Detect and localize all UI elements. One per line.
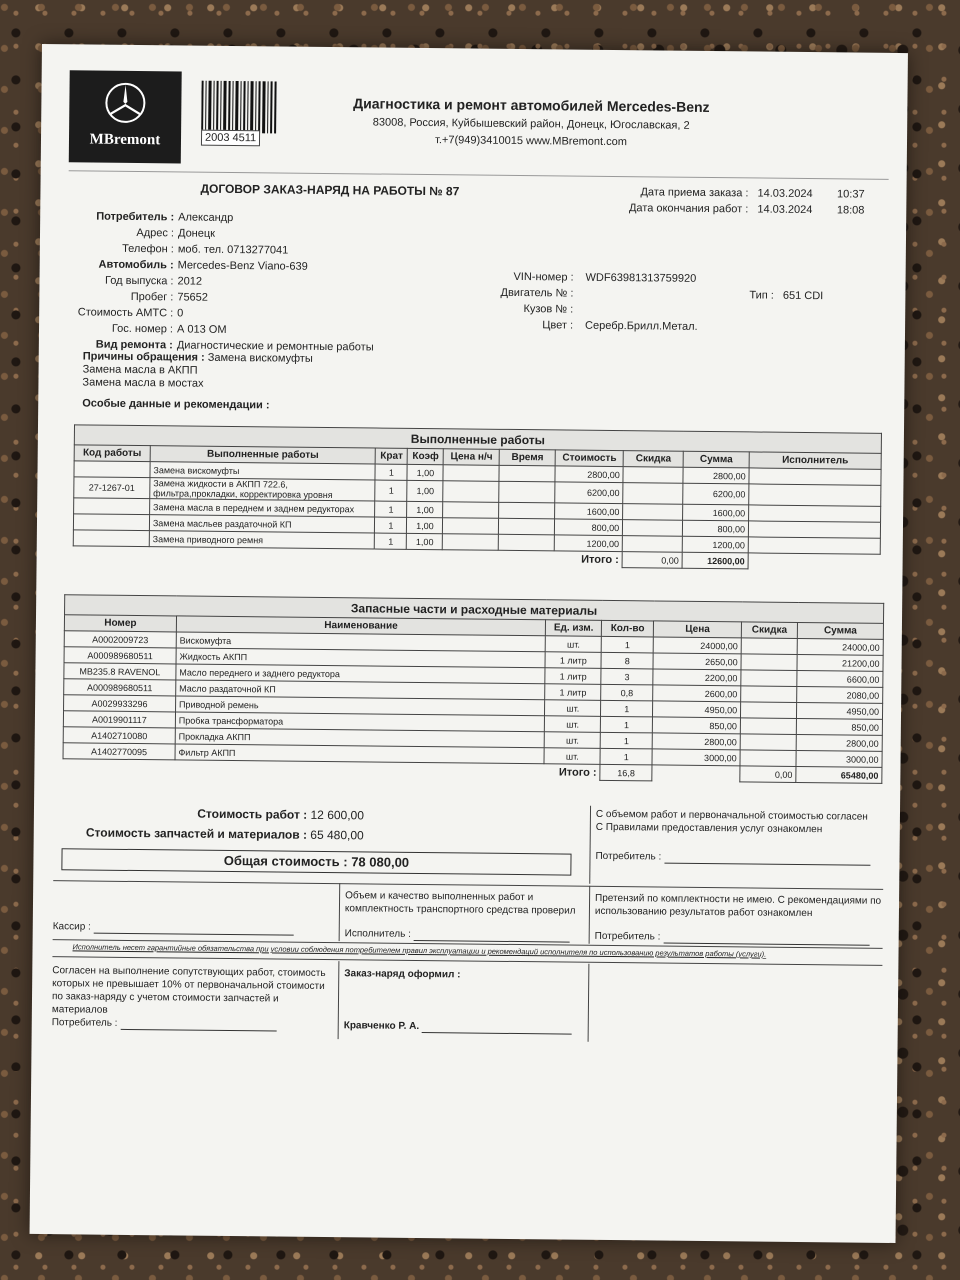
work-sum: 1200,00 bbox=[682, 536, 748, 553]
work-time bbox=[499, 465, 555, 482]
part-unit: шт. bbox=[544, 732, 600, 749]
part-sum: 850,00 bbox=[796, 718, 882, 735]
part-qty: 1 bbox=[601, 716, 653, 733]
part-price: 2800,00 bbox=[652, 733, 740, 750]
part-unit: шт. bbox=[545, 700, 601, 717]
finish-time: 18:08 bbox=[836, 204, 865, 217]
work-rate bbox=[443, 518, 499, 535]
parts-table bbox=[62, 594, 884, 784]
mbremont-logo bbox=[69, 70, 182, 163]
vehicle-ids bbox=[439, 268, 698, 335]
issued-block bbox=[344, 1019, 572, 1034]
consent-block bbox=[595, 808, 886, 866]
part-number: A000989680511 bbox=[64, 647, 176, 664]
plate-value: А 013 ОМ bbox=[176, 323, 227, 336]
parts-total-discount: 0,00 bbox=[740, 766, 796, 783]
client-info bbox=[39, 208, 375, 355]
parts-total-spacer2 bbox=[652, 765, 740, 782]
part-number: A1402710080 bbox=[63, 727, 175, 744]
vin-value: WDF63981313759920 bbox=[585, 271, 697, 285]
work-code: 27-1267-01 bbox=[74, 477, 150, 499]
year-value: 2012 bbox=[177, 275, 203, 288]
plate-label: Гос. номер : bbox=[111, 322, 174, 336]
work-sum: 1600,00 bbox=[683, 504, 749, 521]
quality-executor-label: Исполнитель : bbox=[344, 928, 411, 940]
reasons-label: Причины обращения : bbox=[82, 350, 205, 364]
phone-label: Телефон : bbox=[122, 242, 174, 256]
mileage-label: Пробег : bbox=[130, 290, 174, 304]
work-krat: 1 bbox=[375, 480, 407, 501]
part-sum: 24000,00 bbox=[797, 638, 883, 655]
company-contacts: т.+7(949)3410015 www.MBremont.com bbox=[435, 134, 627, 149]
part-discount bbox=[741, 654, 797, 671]
repair-label: Вид ремонта : bbox=[95, 338, 173, 352]
finish-label: Дата окончания работ : bbox=[628, 202, 749, 216]
work-discount bbox=[622, 536, 682, 553]
parts-header-cell: Сумма bbox=[797, 622, 883, 639]
part-sum: 2800,00 bbox=[796, 734, 882, 751]
part-qty: 1 bbox=[601, 700, 653, 717]
mercedes-star-icon bbox=[103, 81, 147, 125]
parts-header-cell: Скидка bbox=[741, 622, 797, 639]
type-label: Тип : bbox=[749, 289, 774, 302]
part-name: Прокладка АКПП bbox=[175, 728, 545, 748]
part-unit: 1 литр bbox=[545, 652, 601, 669]
part-unit: 1 литр bbox=[545, 668, 601, 685]
claims-block bbox=[595, 892, 886, 946]
related-consumer-label: Потребитель : bbox=[51, 1017, 118, 1029]
consumer-signature-line[interactable] bbox=[664, 863, 870, 866]
cashier-label: Кассир : bbox=[52, 921, 91, 933]
part-sum: 2080,00 bbox=[797, 686, 883, 703]
works-total-discount: 0,00 bbox=[622, 552, 682, 569]
part-name: Масло раздаточной КП bbox=[176, 680, 546, 700]
works-header-cell: Код работы bbox=[74, 445, 150, 462]
issued-label: Заказ-наряд оформил : bbox=[344, 968, 461, 981]
part-number: MB235.8 RAVENOL bbox=[64, 663, 176, 680]
part-price: 4950,00 bbox=[653, 701, 741, 718]
part-qty: 1 bbox=[600, 748, 652, 765]
part-name: Вискомуфта bbox=[176, 632, 546, 652]
work-discount bbox=[623, 520, 683, 537]
part-qty: 1 bbox=[601, 636, 653, 653]
works-total-sum: 12600,00 bbox=[682, 552, 748, 569]
work-cost: 800,00 bbox=[555, 519, 623, 536]
reason-line-2: Замена масла в АКПП bbox=[82, 363, 198, 377]
parts-total-sum: 65480,00 bbox=[796, 766, 882, 783]
part-number: A0002009723 bbox=[64, 631, 176, 648]
parts-header-cell: Наименование bbox=[176, 616, 546, 636]
cashier-block bbox=[53, 920, 333, 936]
parts-caption: Запасные части и расходные материалы bbox=[65, 595, 884, 624]
works-total-end bbox=[748, 553, 880, 570]
consumer-label: Потребитель : bbox=[96, 210, 175, 224]
part-number: A0029933296 bbox=[64, 695, 176, 712]
part-discount bbox=[741, 638, 797, 655]
repair-value: Диагностические и ремонтные работы bbox=[176, 339, 374, 354]
cost-summary bbox=[64, 802, 364, 845]
issued-signature-line[interactable] bbox=[422, 1032, 572, 1035]
part-discount bbox=[740, 750, 796, 767]
work-krat: 1 bbox=[375, 501, 407, 517]
work-order-sheet bbox=[30, 44, 908, 1243]
work-rate bbox=[443, 534, 499, 551]
part-qty: 3 bbox=[601, 668, 653, 685]
works-total-label: Итого : bbox=[581, 553, 619, 566]
part-qty: 1 bbox=[600, 732, 652, 749]
work-koef: 1,00 bbox=[407, 501, 443, 517]
engine-label: Двигатель № : bbox=[500, 286, 574, 300]
work-discount bbox=[623, 483, 683, 505]
related-signature-line[interactable] bbox=[120, 1029, 276, 1032]
part-price: 2600,00 bbox=[653, 685, 741, 702]
type-value: 651 CDI bbox=[782, 289, 824, 303]
parts-cost-value: 65 480,00 bbox=[310, 827, 364, 843]
part-discount bbox=[741, 670, 797, 687]
mileage-value: 75652 bbox=[177, 291, 209, 304]
part-sum: 21200,00 bbox=[797, 654, 883, 671]
work-time bbox=[499, 502, 555, 519]
work-name: Замена вискомуфты bbox=[150, 462, 376, 480]
part-name: Приводной ремень bbox=[175, 696, 545, 716]
visit-reasons bbox=[82, 350, 313, 412]
parts-header-cell: Кол-во bbox=[602, 620, 654, 637]
claims-text: Претензий по комплектности не имею. С рекомендациями по использованию результатов работ ознакомлен bbox=[594, 892, 882, 920]
car-value: Mercedes-Benz Viano-639 bbox=[177, 259, 308, 273]
work-sum: 6200,00 bbox=[683, 483, 749, 505]
part-discount bbox=[740, 734, 796, 751]
part-price: 2200,00 bbox=[653, 669, 741, 686]
work-cost-value: 12 600,00 bbox=[310, 807, 365, 823]
work-name: Замена масльев раздаточной КП bbox=[149, 515, 375, 533]
received-time: 10:37 bbox=[837, 188, 865, 201]
part-unit: 1 литр bbox=[545, 684, 601, 701]
work-rate bbox=[443, 502, 499, 519]
work-koef: 1,00 bbox=[407, 464, 443, 480]
part-name: Масло переднего и заднего редуктора bbox=[176, 664, 546, 684]
part-number: A0019901117 bbox=[63, 711, 175, 728]
work-cost-label: Стоимость работ : bbox=[197, 806, 308, 822]
issued-by: Кравченко Р. А. bbox=[343, 1020, 420, 1033]
reason-line-3: Замена масла в мостах bbox=[82, 376, 204, 390]
received-label: Дата приема заказа : bbox=[640, 186, 749, 200]
address-label: Адрес : bbox=[136, 226, 175, 240]
special-label: Особые данные и рекомендации : bbox=[82, 397, 270, 412]
work-code bbox=[74, 461, 150, 478]
works-header-cell: Цена н/ч bbox=[444, 449, 500, 466]
work-sum: 2800,00 bbox=[683, 467, 749, 484]
parts-header-cell: Номер bbox=[64, 615, 176, 632]
work-executor bbox=[748, 537, 880, 554]
work-krat: 1 bbox=[375, 517, 407, 533]
works-header-cell: Время bbox=[499, 449, 555, 466]
work-time bbox=[499, 481, 555, 503]
work-krat: 1 bbox=[375, 464, 407, 480]
work-cost: 6200,00 bbox=[555, 482, 623, 504]
part-discount bbox=[740, 718, 796, 735]
quality-block bbox=[345, 889, 586, 943]
works-header-cell: Выполненные работы bbox=[150, 446, 376, 464]
logo-text: MBremont bbox=[89, 131, 161, 149]
header-divider bbox=[69, 170, 889, 180]
parts-header-cell: Ед. изм. bbox=[546, 620, 602, 637]
part-name: Фильтр АКПП bbox=[175, 744, 545, 764]
part-name: Пробка трансформатора bbox=[175, 712, 545, 732]
work-name: Замена масла в переднем и заднем редукторах bbox=[149, 499, 375, 517]
color-value: Серебр.Брилл.Метал. bbox=[585, 319, 698, 333]
work-cost: 2800,00 bbox=[555, 466, 623, 483]
work-executor bbox=[749, 505, 881, 522]
part-discount bbox=[741, 702, 797, 719]
related-works-block bbox=[52, 964, 335, 1032]
claims-consumer-label: Потребитель : bbox=[594, 930, 661, 943]
part-unit: шт. bbox=[544, 748, 600, 765]
company-header bbox=[321, 95, 742, 149]
works-header-cell: Исполнитель bbox=[749, 452, 881, 469]
received-date: 14.03.2024 bbox=[757, 187, 813, 201]
quality-text: Объем и качество выполненных работ и комплектность транспортного средства проверил bbox=[344, 890, 576, 917]
part-number: A000989680511 bbox=[64, 679, 176, 696]
work-time bbox=[499, 518, 555, 535]
works-caption: Выполненные работы bbox=[74, 425, 881, 453]
work-rate bbox=[443, 481, 499, 503]
work-koef: 1,00 bbox=[407, 480, 443, 501]
part-sum: 6600,00 bbox=[797, 670, 883, 687]
works-header-cell: Крат bbox=[376, 448, 408, 464]
work-cost: 1600,00 bbox=[555, 503, 623, 520]
work-koef: 1,00 bbox=[407, 533, 443, 549]
consent-consumer-label: Потребитель : bbox=[595, 850, 662, 863]
parts-total-label: Итого : bbox=[558, 766, 597, 779]
works-header-cell: Стоимость bbox=[555, 450, 623, 467]
engine-type bbox=[749, 287, 823, 304]
consent-rules: С Правилами предоставления услуг ознакомлен bbox=[595, 821, 823, 836]
color-label: Цвет : bbox=[542, 319, 574, 332]
part-unit: шт. bbox=[545, 636, 601, 653]
work-code bbox=[73, 530, 149, 547]
finish-date: 14.03.2024 bbox=[757, 203, 813, 217]
car-label: Автомобиль : bbox=[98, 258, 174, 272]
work-rate bbox=[443, 465, 499, 482]
body-label: Кузов № : bbox=[523, 303, 574, 316]
work-executor bbox=[749, 468, 881, 485]
part-sum: 4950,00 bbox=[797, 702, 883, 719]
parts-header-cell: Цена bbox=[653, 621, 741, 638]
parts-total-qty: 16,8 bbox=[600, 764, 652, 781]
related-works-text: Согласен на выполнение сопутствующих работ, стоимость которых не превышает 10% от первоначальной стоимости по заказ-наряду с учетом стоимости запчастей и материалов bbox=[51, 965, 326, 1016]
work-sum: 800,00 bbox=[683, 520, 749, 537]
works-table bbox=[73, 424, 882, 570]
work-name: Замена приводного ремня bbox=[149, 531, 375, 549]
amts-value: 0 bbox=[177, 307, 184, 320]
cashier-signature-line[interactable] bbox=[94, 933, 294, 936]
address-value: Донецк bbox=[177, 227, 216, 240]
consumer-value: Александр bbox=[178, 211, 234, 225]
parts-cost-label: Стоимость запчастей и материалов : bbox=[85, 825, 308, 842]
company-address: 83008, Россия, Куйбышевский район, Донецк, Югославская, 2 bbox=[372, 116, 690, 132]
contract-title: ДОГОВОР ЗАКАЗ-НАРЯД НА РАБОТЫ № 87 bbox=[200, 181, 460, 199]
phone-value: моб. тел. 0713277041 bbox=[177, 243, 289, 257]
part-sum: 3000,00 bbox=[796, 750, 882, 767]
part-qty: 8 bbox=[601, 652, 653, 669]
part-number: A1402770095 bbox=[63, 743, 175, 760]
reason-line-1: Замена вискомуфты bbox=[207, 351, 313, 365]
work-time bbox=[499, 534, 555, 551]
work-code bbox=[73, 514, 149, 531]
work-koef: 1,00 bbox=[407, 517, 443, 533]
work-name: Замена жидкости в АКПП 722.6, фильтра,прокладки, корректировка уровня bbox=[150, 478, 376, 501]
part-name: Жидкость АКПП bbox=[176, 648, 546, 668]
works-header-cell: Сумма bbox=[683, 451, 749, 468]
works-header-cell: Скидка bbox=[623, 451, 683, 468]
grand-total-label: Общая стоимость : bbox=[223, 852, 348, 870]
part-qty: 0,8 bbox=[601, 684, 653, 701]
part-price: 2650,00 bbox=[653, 653, 741, 670]
grand-total bbox=[61, 848, 571, 875]
works-body bbox=[73, 461, 881, 570]
company-name: Диагностика и ремонт автомобилей Mercedes-Benz bbox=[353, 95, 710, 115]
barcode-number: 2003 4511 bbox=[201, 130, 260, 147]
consent-volume: С объемом работ и первоначальной стоимостью согласен bbox=[595, 808, 868, 823]
executor-signature-line[interactable] bbox=[414, 940, 570, 943]
work-cost: 1200,00 bbox=[555, 535, 623, 552]
year-label: Год выпуска : bbox=[105, 274, 174, 288]
part-unit: шт. bbox=[545, 716, 601, 733]
vin-label: VIN-номер : bbox=[513, 270, 574, 284]
part-price: 3000,00 bbox=[652, 749, 740, 766]
work-discount bbox=[623, 467, 683, 484]
barcode-icon bbox=[201, 78, 278, 137]
amts-label: Стоимость АМТС : bbox=[77, 306, 174, 320]
contract-dates bbox=[600, 184, 864, 219]
part-discount bbox=[741, 686, 797, 703]
part-price: 24000,00 bbox=[653, 637, 741, 654]
warranty-note: Исполнитель несет гарантийные обязательства при условии соблюдения потребителем правил эксплуатации и рекомендаций исполнителя по использованию результатов работы (услуги). bbox=[72, 942, 767, 959]
parts-body bbox=[63, 631, 883, 784]
work-code bbox=[74, 498, 150, 515]
work-executor bbox=[749, 484, 881, 506]
work-discount bbox=[623, 504, 683, 521]
work-krat: 1 bbox=[375, 533, 407, 549]
works-header-cell: Коэф bbox=[408, 448, 444, 464]
grand-total-value: 78 080,00 bbox=[351, 854, 410, 870]
work-executor bbox=[748, 521, 880, 538]
part-price: 850,00 bbox=[652, 717, 740, 734]
